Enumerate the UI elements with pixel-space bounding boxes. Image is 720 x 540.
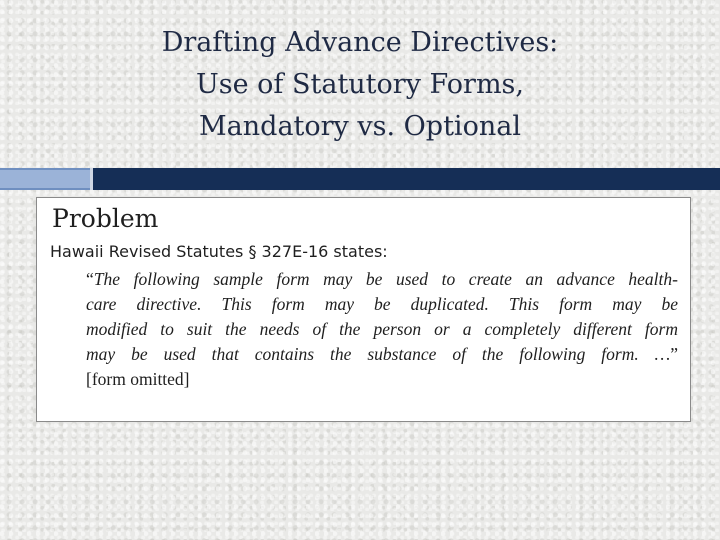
close-quote-mark: ”: [670, 344, 678, 364]
quote-line-4-text: may be used that contains the substance of the following form. …: [86, 344, 671, 364]
quote-line-1-text: The following sample form may be used to create an advance health-: [93, 269, 678, 289]
title-line-2: Use of Statutory Forms,: [196, 69, 524, 100]
statute-quote: [86, 267, 678, 392]
accent-bar-dark: [93, 168, 720, 190]
quote-line-2: care directive. This form may be duplicated. This form may be: [86, 294, 678, 314]
quote-line-1: [86, 267, 678, 292]
quote-line-3: modified to suit the needs of the person or a completely different form: [86, 319, 678, 339]
quote-line-4: [86, 342, 678, 367]
slide-title: [0, 22, 720, 148]
statute-intro: Hawaii Revised Statutes § 327E-16 states:: [50, 242, 388, 261]
accent-bar-light: [0, 168, 90, 190]
title-line-1: Drafting Advance Directives:: [161, 27, 559, 58]
form-omitted-note: [form omitted]: [86, 369, 190, 389]
problem-heading: Problem: [52, 204, 159, 233]
open-quote-mark: “: [86, 269, 94, 289]
title-line-3: Mandatory vs. Optional: [199, 111, 521, 142]
content-box: [36, 197, 691, 422]
